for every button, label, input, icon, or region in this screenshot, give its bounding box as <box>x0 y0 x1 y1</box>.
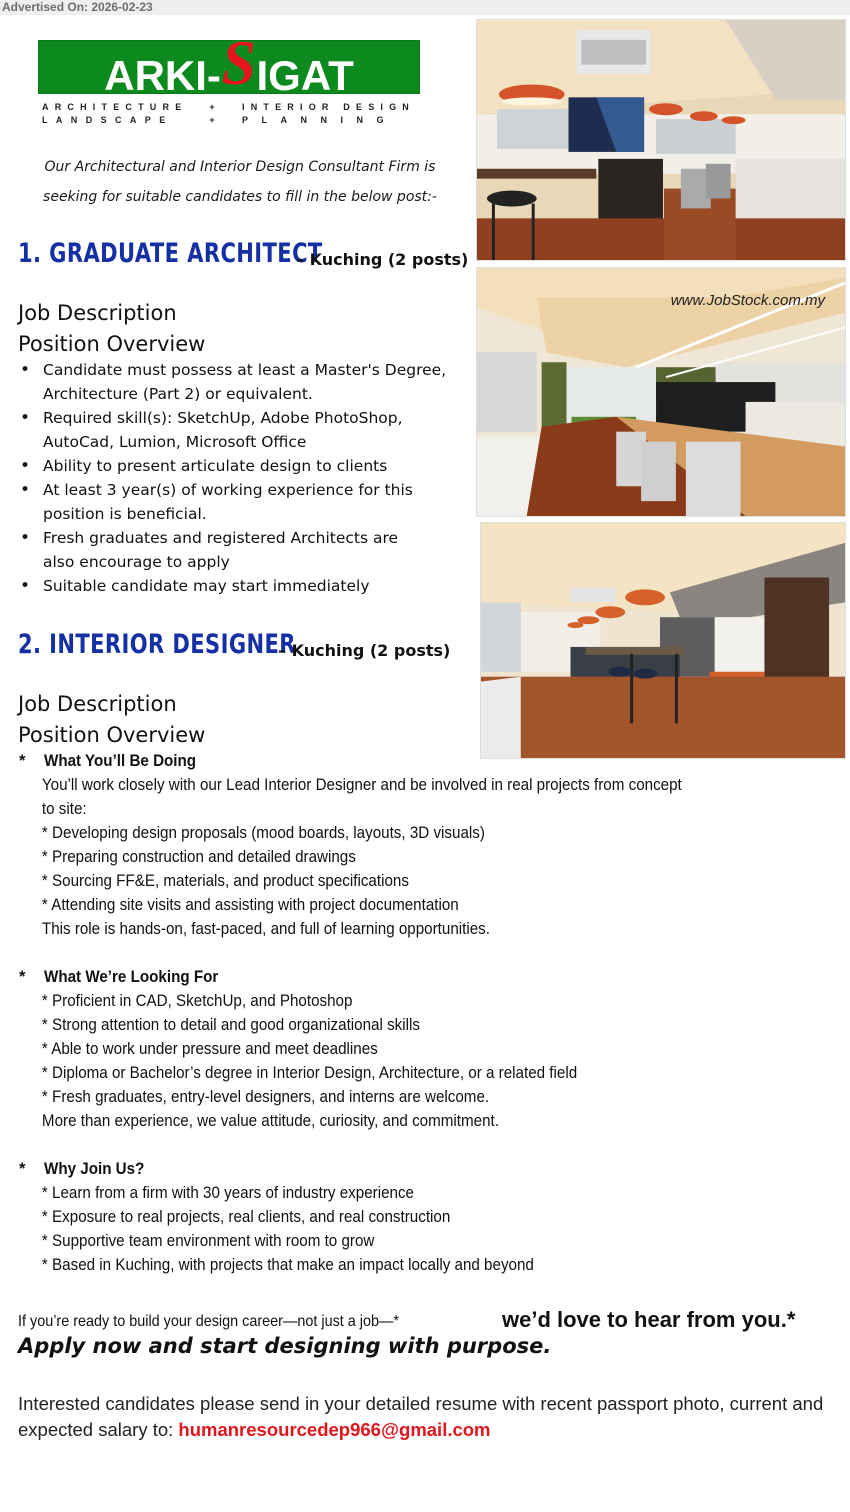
logo-s: S <box>221 27 256 98</box>
list-item: to site: <box>41 800 87 818</box>
section-heading: Position Overview <box>18 723 206 747</box>
cta-lead: If you’re ready to build your design career—not just a job—* <box>18 1313 400 1330</box>
group-heading-text: What We’re Looking For <box>44 968 219 986</box>
watermark-text: www.JobStock.com.my <box>670 292 825 309</box>
requirements-list <box>18 358 468 598</box>
email-link[interactable]: humanresourcedep966@gmail.com <box>178 1419 491 1440</box>
section-heading: Job Description <box>18 301 177 325</box>
group-heading <box>18 965 838 989</box>
logo-tag-landscape: LANDSCAPE <box>42 115 174 125</box>
list-item: * Sourcing FF&E, materials, and product specifications <box>41 872 409 890</box>
office-photo-pantry <box>480 522 846 759</box>
list-item: * Based in Kuching, with projects that make an impact locally and beyond <box>41 1256 534 1274</box>
logo-tag-plus: + <box>209 102 215 112</box>
logo-suffix: IGAT <box>256 52 354 99</box>
office-photo-workstation <box>476 267 846 517</box>
list-item: * Attending site visits and assisting with project documentation <box>41 896 459 914</box>
duties-group <box>18 749 838 941</box>
contact-instructions <box>18 1391 838 1443</box>
logo-tag-planning: PLANNING <box>242 115 397 125</box>
section-heading: Job Description <box>18 692 177 716</box>
list-item: More than experience, we value attitude, curiosity, and commitment. <box>41 1112 499 1130</box>
list-item: * Strong attention to detail and good organizational skills <box>41 1016 420 1034</box>
logo-tag-architecture: ARCHITECTURE <box>42 102 188 112</box>
cta-line <box>18 1303 848 1333</box>
logo-tagline <box>38 101 420 127</box>
job-title-graduate-architect: 1. GRADUATE ARCHITECT <box>18 238 323 269</box>
list-item: * Fresh graduates, entry-level designers, and interns are welcome. <box>41 1088 490 1106</box>
benefits-group <box>18 1157 838 1277</box>
list-item: • Required skill(s): SketchUp, Adobe PhotoShop, AutoCad, Lumion, Microsoft Office <box>18 406 468 454</box>
office-image-1 <box>477 20 845 260</box>
logo-prefix: ARKI- <box>104 52 221 99</box>
job-location: – Kuching (2 posts) <box>296 250 469 269</box>
list-item: * Able to work under pressure and meet deadlines <box>41 1040 378 1058</box>
office-image-3 <box>481 523 845 758</box>
group-heading-text: Why Join Us? <box>44 1160 145 1178</box>
group-heading-text: What You’ll Be Doing <box>44 752 197 770</box>
requirements-group <box>18 965 838 1133</box>
list-item: * Developing design proposals (mood boards, layouts, 3D visuals) <box>41 824 485 842</box>
list-item: This role is hands-on, fast-paced, and full of learning opportunities. <box>41 920 491 938</box>
list-item: • Candidate must possess at least a Master's Degree, Architecture (Part 2) or equivalent. <box>18 358 468 406</box>
asterisk-icon: * <box>19 752 26 770</box>
list-item: * Supportive team environment with room to grow <box>41 1232 375 1250</box>
group-heading <box>18 1157 838 1181</box>
list-item: * Exposure to real projects, real clients, and real construction <box>41 1208 451 1226</box>
list-item: * Diploma or Bachelor’s degree in Interior Design, Architecture, or a related field <box>41 1064 578 1082</box>
advertised-date: Advertised On: 2026-02-23 <box>0 0 850 15</box>
job-title-interior-designer: 2. INTERIOR DESIGNER <box>18 629 296 660</box>
intro-line: seeking for suitable candidates to fill in the below post:- <box>43 189 437 205</box>
office-photo-meeting-area <box>476 19 846 261</box>
list-item: • Fresh graduates and registered Architects are also encourage to apply <box>18 526 428 574</box>
logo-tag-interior: INTERIOR DESIGN <box>242 102 416 112</box>
list-item: You’ll work closely with our Lead Interior Designer and be involved in real projects from concept <box>41 776 682 794</box>
list-item: * Proficient in CAD, SketchUp, and Photoshop <box>41 992 353 1010</box>
logo-tag-plus: + <box>209 115 215 125</box>
list-item: • Ability to present articulate design to clients <box>18 454 468 478</box>
list-item: * Preparing construction and detailed drawings <box>41 848 356 866</box>
list-item: • At least 3 year(s) of working experience for this position is beneficial. <box>18 478 468 526</box>
intro-line: Our Architectural and Interior Design Consultant Firm is <box>44 159 436 175</box>
cta-emphasis: we’d love to hear from you.* <box>502 1307 796 1332</box>
job-location: – Kuching (2 posts) <box>278 641 451 660</box>
intro-text <box>30 152 450 212</box>
asterisk-icon: * <box>19 1160 26 1178</box>
logo-banner <box>38 27 420 99</box>
contact-text: Interested candidates please send in your detailed resume with recent passport photo, current and expected salary to: <box>18 1393 824 1440</box>
company-logo <box>38 27 420 127</box>
cta-tagline: Apply now and start designing with purpose. <box>18 1334 552 1358</box>
logo-wordmark <box>39 27 419 102</box>
list-item: • Suitable candidate may start immediately <box>18 574 468 598</box>
list-item: * Learn from a firm with 30 years of industry experience <box>41 1184 415 1202</box>
section-heading: Position Overview <box>18 332 206 356</box>
asterisk-icon: * <box>19 968 26 986</box>
